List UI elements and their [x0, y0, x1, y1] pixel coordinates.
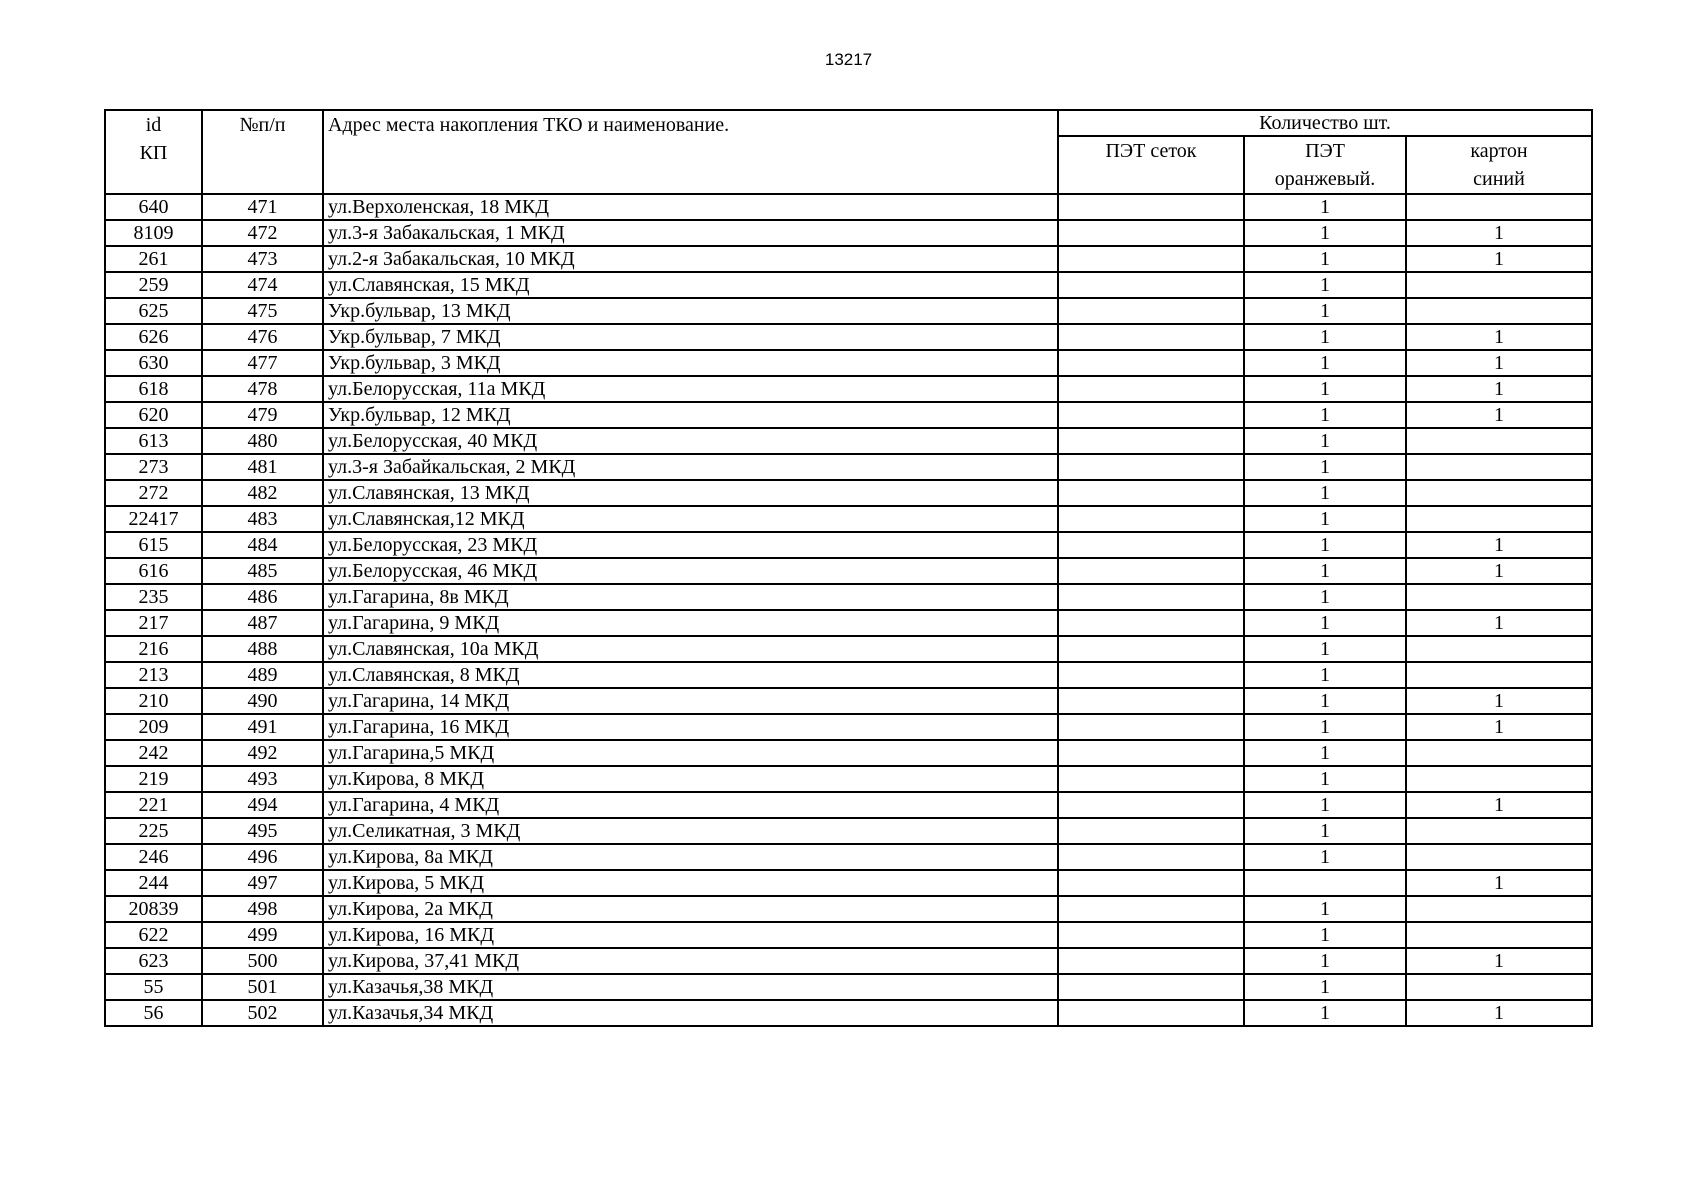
- cell-num: 480: [202, 428, 323, 454]
- cell-num: 487: [202, 610, 323, 636]
- table-row: [105, 740, 1592, 766]
- cell-pet-setok: [1058, 324, 1244, 350]
- table-row: [105, 844, 1592, 870]
- cell-num: 493: [202, 766, 323, 792]
- cell-id: 219: [105, 766, 202, 792]
- table-row: [105, 870, 1592, 896]
- cell-karton: 1: [1406, 246, 1592, 272]
- cell-address: ул.Кирова, 5 МКД: [323, 870, 1058, 896]
- cell-address: ул.Славянская, 10а МКД: [323, 636, 1058, 662]
- table-row: [105, 506, 1592, 532]
- table-row: [105, 584, 1592, 610]
- cell-num: 486: [202, 584, 323, 610]
- cell-address: ул.Славянская, 8 МКД: [323, 662, 1058, 688]
- cell-address: Укр.бульвар, 12 МКД: [323, 402, 1058, 428]
- cell-id: 273: [105, 454, 202, 480]
- cell-pet-setok: [1058, 558, 1244, 584]
- cell-pet-setok: [1058, 272, 1244, 298]
- cell-karton: [1406, 844, 1592, 870]
- cell-address: Укр.бульвар, 13 МКД: [323, 298, 1058, 324]
- cell-address: ул.Кирова, 8а МКД: [323, 844, 1058, 870]
- cell-pet-setok: [1058, 532, 1244, 558]
- cell-pet-setok: [1058, 714, 1244, 740]
- cell-pet-orange: 1: [1244, 376, 1406, 402]
- cell-address: ул.Кирова, 16 МКД: [323, 922, 1058, 948]
- cell-id: 217: [105, 610, 202, 636]
- cell-address: ул.Гагарина,5 МКД: [323, 740, 1058, 766]
- cell-id: 8109: [105, 220, 202, 246]
- header-pet-orange: ПЭТ оранжевый.: [1244, 136, 1406, 194]
- cell-karton: [1406, 584, 1592, 610]
- cell-karton: 1: [1406, 350, 1592, 376]
- table-row: [105, 246, 1592, 272]
- cell-pet-setok: [1058, 844, 1244, 870]
- cell-num: 499: [202, 922, 323, 948]
- header-num: №п/п: [202, 110, 323, 194]
- cell-pet-orange: 1: [1244, 610, 1406, 636]
- table-row: [105, 1000, 1592, 1026]
- cell-pet-setok: [1058, 948, 1244, 974]
- cell-id: 235: [105, 584, 202, 610]
- collection-points-table: [104, 109, 1593, 1027]
- table-row: [105, 272, 1592, 298]
- cell-pet-setok: [1058, 662, 1244, 688]
- table-row: [105, 376, 1592, 402]
- cell-address: ул.Кирова, 2а МКД: [323, 896, 1058, 922]
- header-id: id КП: [105, 110, 202, 194]
- cell-address: ул.Кирова, 8 МКД: [323, 766, 1058, 792]
- cell-pet-setok: [1058, 402, 1244, 428]
- cell-pet-setok: [1058, 610, 1244, 636]
- cell-karton: [1406, 766, 1592, 792]
- cell-num: 483: [202, 506, 323, 532]
- cell-pet-orange: 1: [1244, 428, 1406, 454]
- page-number: 13217: [824, 50, 873, 69]
- cell-id: 246: [105, 844, 202, 870]
- cell-karton: 1: [1406, 610, 1592, 636]
- cell-num: 494: [202, 792, 323, 818]
- cell-num: 492: [202, 740, 323, 766]
- cell-karton: [1406, 974, 1592, 1000]
- cell-pet-orange: 1: [1244, 766, 1406, 792]
- cell-pet-orange: 1: [1244, 272, 1406, 298]
- cell-pet-setok: [1058, 870, 1244, 896]
- cell-num: 471: [202, 194, 323, 220]
- cell-id: 272: [105, 480, 202, 506]
- cell-karton: 1: [1406, 324, 1592, 350]
- cell-pet-orange: 1: [1244, 246, 1406, 272]
- cell-pet-orange: 1: [1244, 922, 1406, 948]
- cell-pet-setok: [1058, 688, 1244, 714]
- cell-karton: [1406, 298, 1592, 324]
- cell-karton: 1: [1406, 558, 1592, 584]
- cell-pet-setok: [1058, 350, 1244, 376]
- cell-num: 501: [202, 974, 323, 1000]
- cell-id: 622: [105, 922, 202, 948]
- table-row: [105, 220, 1592, 246]
- cell-num: 481: [202, 454, 323, 480]
- cell-pet-orange: 1: [1244, 974, 1406, 1000]
- cell-id: 630: [105, 350, 202, 376]
- cell-pet-setok: [1058, 922, 1244, 948]
- cell-pet-orange: 1: [1244, 454, 1406, 480]
- cell-id: 216: [105, 636, 202, 662]
- table-row: [105, 948, 1592, 974]
- cell-id: 213: [105, 662, 202, 688]
- cell-karton: 1: [1406, 220, 1592, 246]
- cell-pet-orange: 1: [1244, 818, 1406, 844]
- cell-num: 495: [202, 818, 323, 844]
- cell-num: 474: [202, 272, 323, 298]
- cell-pet-setok: [1058, 1000, 1244, 1026]
- cell-num: 498: [202, 896, 323, 922]
- cell-id: 615: [105, 532, 202, 558]
- table-row: [105, 714, 1592, 740]
- cell-id: 613: [105, 428, 202, 454]
- cell-karton: 1: [1406, 376, 1592, 402]
- cell-num: 502: [202, 1000, 323, 1026]
- cell-id: 225: [105, 818, 202, 844]
- cell-num: 473: [202, 246, 323, 272]
- table-row: [105, 922, 1592, 948]
- cell-karton: [1406, 818, 1592, 844]
- cell-pet-orange: 1: [1244, 792, 1406, 818]
- cell-pet-orange: 1: [1244, 636, 1406, 662]
- table-row: [105, 558, 1592, 584]
- cell-address: ул.3-я Забайкальская, 2 МКД: [323, 454, 1058, 480]
- cell-id: 209: [105, 714, 202, 740]
- cell-karton: 1: [1406, 948, 1592, 974]
- cell-id: 56: [105, 1000, 202, 1026]
- cell-id: 22417: [105, 506, 202, 532]
- cell-karton: [1406, 740, 1592, 766]
- cell-id: 623: [105, 948, 202, 974]
- cell-num: 484: [202, 532, 323, 558]
- cell-num: 478: [202, 376, 323, 402]
- cell-id: 618: [105, 376, 202, 402]
- cell-pet-orange: 1: [1244, 844, 1406, 870]
- cell-id: 55: [105, 974, 202, 1000]
- cell-pet-orange: 1: [1244, 688, 1406, 714]
- table-row: [105, 610, 1592, 636]
- cell-num: 477: [202, 350, 323, 376]
- cell-address: ул.Гагарина, 4 МКД: [323, 792, 1058, 818]
- cell-num: 496: [202, 844, 323, 870]
- cell-pet-orange: 1: [1244, 1000, 1406, 1026]
- cell-karton: 1: [1406, 792, 1592, 818]
- cell-karton: [1406, 454, 1592, 480]
- cell-id: 626: [105, 324, 202, 350]
- cell-pet-orange: 1: [1244, 298, 1406, 324]
- header-row-1: [105, 110, 1592, 136]
- table-row: [105, 896, 1592, 922]
- cell-id: 259: [105, 272, 202, 298]
- cell-pet-orange: 1: [1244, 714, 1406, 740]
- cell-id: 261: [105, 246, 202, 272]
- cell-karton: 1: [1406, 714, 1592, 740]
- table-row: [105, 818, 1592, 844]
- cell-address: ул.Белорусская, 40 МКД: [323, 428, 1058, 454]
- cell-address: ул.Славянская, 15 МКД: [323, 272, 1058, 298]
- cell-address: ул.Гагарина, 9 МКД: [323, 610, 1058, 636]
- cell-num: 479: [202, 402, 323, 428]
- table-row: [105, 324, 1592, 350]
- cell-address: ул.Казачья,38 МКД: [323, 974, 1058, 1000]
- cell-pet-setok: [1058, 974, 1244, 1000]
- cell-pet-setok: [1058, 298, 1244, 324]
- cell-pet-orange: [1244, 870, 1406, 896]
- cell-pet-setok: [1058, 792, 1244, 818]
- cell-pet-orange: 1: [1244, 896, 1406, 922]
- cell-num: 472: [202, 220, 323, 246]
- cell-karton: 1: [1406, 532, 1592, 558]
- cell-karton: [1406, 662, 1592, 688]
- cell-id: 221: [105, 792, 202, 818]
- table-row: [105, 402, 1592, 428]
- cell-address: ул.Казачья,34 МКД: [323, 1000, 1058, 1026]
- cell-pet-setok: [1058, 454, 1244, 480]
- table-row: [105, 194, 1592, 220]
- cell-karton: [1406, 194, 1592, 220]
- cell-pet-orange: 1: [1244, 402, 1406, 428]
- cell-karton: [1406, 506, 1592, 532]
- cell-pet-setok: [1058, 428, 1244, 454]
- header-quantity: Количество шт.: [1058, 110, 1592, 136]
- cell-address: ул.Верхоленская, 18 МКД: [323, 194, 1058, 220]
- cell-karton: 1: [1406, 688, 1592, 714]
- cell-karton: [1406, 272, 1592, 298]
- cell-num: 475: [202, 298, 323, 324]
- cell-karton: 1: [1406, 870, 1592, 896]
- header-karton: картон синий: [1406, 136, 1592, 194]
- cell-pet-setok: [1058, 636, 1244, 662]
- cell-pet-setok: [1058, 506, 1244, 532]
- cell-num: 489: [202, 662, 323, 688]
- cell-address: ул.Белорусская, 23 МКД: [323, 532, 1058, 558]
- cell-address: ул.Кирова, 37,41 МКД: [323, 948, 1058, 974]
- cell-karton: [1406, 428, 1592, 454]
- table-row: [105, 532, 1592, 558]
- cell-address: ул.Славянская, 13 МКД: [323, 480, 1058, 506]
- table-row: [105, 792, 1592, 818]
- header-address: Адрес места накопления ТКО и наименование.: [323, 110, 1058, 194]
- table-row: [105, 688, 1592, 714]
- cell-num: 491: [202, 714, 323, 740]
- table-row: [105, 350, 1592, 376]
- cell-karton: [1406, 922, 1592, 948]
- cell-pet-setok: [1058, 818, 1244, 844]
- cell-id: 244: [105, 870, 202, 896]
- cell-karton: 1: [1406, 402, 1592, 428]
- cell-id: 616: [105, 558, 202, 584]
- cell-num: 485: [202, 558, 323, 584]
- cell-address: ул.Селикатная, 3 МКД: [323, 818, 1058, 844]
- cell-karton: [1406, 636, 1592, 662]
- cell-pet-orange: 1: [1244, 350, 1406, 376]
- cell-address: ул.Славянская,12 МКД: [323, 506, 1058, 532]
- cell-address: ул.Гагарина, 14 МКД: [323, 688, 1058, 714]
- cell-address: ул.Белорусская, 11а МКД: [323, 376, 1058, 402]
- cell-pet-setok: [1058, 194, 1244, 220]
- cell-id: 620: [105, 402, 202, 428]
- cell-pet-setok: [1058, 246, 1244, 272]
- table-row: [105, 662, 1592, 688]
- cell-num: 490: [202, 688, 323, 714]
- cell-karton: [1406, 896, 1592, 922]
- cell-address: ул.Гагарина, 16 МКД: [323, 714, 1058, 740]
- cell-id: 20839: [105, 896, 202, 922]
- cell-id: 210: [105, 688, 202, 714]
- table-row: [105, 636, 1592, 662]
- cell-num: 476: [202, 324, 323, 350]
- cell-id: 242: [105, 740, 202, 766]
- cell-pet-orange: 1: [1244, 740, 1406, 766]
- cell-address: ул.2-я Забакальская, 10 МКД: [323, 246, 1058, 272]
- cell-address: ул.Гагарина, 8в МКД: [323, 584, 1058, 610]
- cell-id: 640: [105, 194, 202, 220]
- cell-pet-orange: 1: [1244, 480, 1406, 506]
- cell-karton: 1: [1406, 1000, 1592, 1026]
- cell-pet-setok: [1058, 896, 1244, 922]
- cell-id: 625: [105, 298, 202, 324]
- cell-address: ул.3-я Забакальская, 1 МКД: [323, 220, 1058, 246]
- cell-pet-orange: 1: [1244, 532, 1406, 558]
- cell-address: Укр.бульвар, 7 МКД: [323, 324, 1058, 350]
- table-row: [105, 974, 1592, 1000]
- cell-pet-orange: 1: [1244, 506, 1406, 532]
- cell-address: Укр.бульвар, 3 МКД: [323, 350, 1058, 376]
- cell-num: 482: [202, 480, 323, 506]
- cell-pet-orange: 1: [1244, 194, 1406, 220]
- table-row: [105, 766, 1592, 792]
- cell-num: 500: [202, 948, 323, 974]
- table-row: [105, 428, 1592, 454]
- cell-pet-setok: [1058, 766, 1244, 792]
- cell-pet-orange: 1: [1244, 220, 1406, 246]
- table-row: [105, 480, 1592, 506]
- cell-pet-orange: 1: [1244, 584, 1406, 610]
- cell-pet-setok: [1058, 480, 1244, 506]
- header-pet-setok: ПЭТ сеток: [1058, 136, 1244, 194]
- cell-pet-orange: 1: [1244, 558, 1406, 584]
- cell-num: 488: [202, 636, 323, 662]
- cell-pet-setok: [1058, 740, 1244, 766]
- cell-pet-orange: 1: [1244, 948, 1406, 974]
- cell-address: ул.Белорусская, 46 МКД: [323, 558, 1058, 584]
- table-row: [105, 454, 1592, 480]
- cell-pet-orange: 1: [1244, 324, 1406, 350]
- cell-pet-orange: 1: [1244, 662, 1406, 688]
- cell-pet-setok: [1058, 376, 1244, 402]
- cell-pet-setok: [1058, 584, 1244, 610]
- cell-karton: [1406, 480, 1592, 506]
- cell-num: 497: [202, 870, 323, 896]
- cell-pet-setok: [1058, 220, 1244, 246]
- table-row: [105, 298, 1592, 324]
